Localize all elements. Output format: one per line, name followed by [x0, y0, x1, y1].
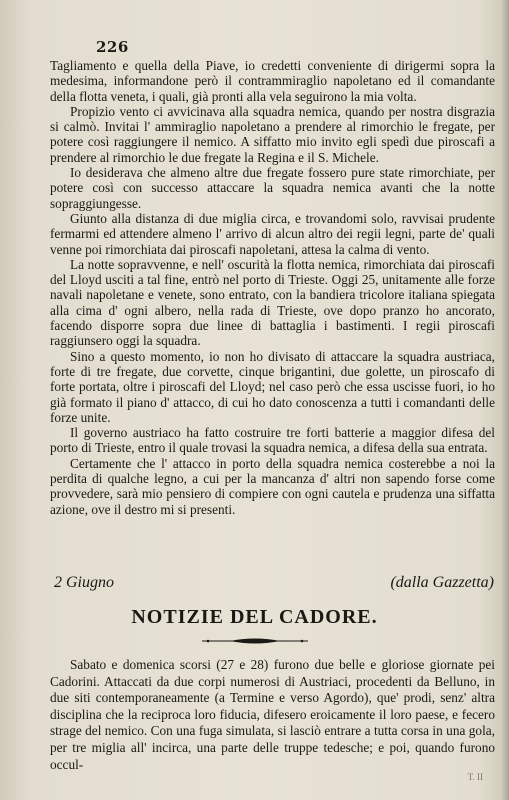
- paragraph-7: Il governo austriaco ha fatto costruire tre forti batterie a maggior difesa del porto di Trieste, entro il quale trovasi la squadra nemica, a difesa della sua entrata.: [50, 425, 495, 456]
- body-text: [50, 58, 495, 517]
- paragraph-5: La notte sopravvenne, e nell' oscurità la flotta nemica, rimorchiata dai piroscafi del Lloyd usciti a tal fine, entrò nel porto di Trieste. Oggi 25, unitamente alle forze navali napoletane e venete, sono entrato, con la bandiera tricolore italiana spiegata alla cima d' ogni albero, nella rada di Trieste, ove dopo pranzo ho ancorato, facendo disporre sopra due linee di battaglia i bastimenti. I regii piroscafi raggiunsero oggi la squadra.: [50, 256, 495, 349]
- dateline-date: 2 Giugno: [54, 574, 114, 591]
- section-text: [50, 657, 495, 773]
- paragraph-2: Propizio vento ci avvicinava alla squadra nemica, quando per nostra disgrazia si calmò. Invitai l' ammiraglio napoletano a prendere al rimorchio le fregate, per potere così raggiungere il nemico. A siffatto mio invito egli spedì due piroscafi a prendere al rimorchio le due fregate la Regina e il S. Michele.: [50, 103, 495, 165]
- paragraph-3: Io desiderava che almeno altre due fregate fossero pure state rimorchiate, per potere così con successo attaccare la squadra nemica avanti che la notte sopraggiungesse.: [50, 165, 495, 211]
- page-number: 226: [96, 38, 129, 56]
- section-title: NOTIZIE DEL CADORE.: [131, 606, 378, 628]
- paragraph-8: Certamente che l' attacco in porto della squadra nemica costerebbe a noi la perdita di qualche legno, a cui per la mancanza d' altri non sapendo forse come provvedere, sarà mio pensiero di compiere con ogni cautela e prudenza una siffatta azione, ove il destro mi si presenti.: [50, 455, 495, 517]
- dateline-source: (dalla Gazzetta): [390, 574, 494, 591]
- signature-mark: T. II: [467, 772, 483, 782]
- paragraph-1: Tagliamento e quella della Piave, io credetti conveniente di dirigermi sopra la medesima, informandone però il contrammiraglio napoletano ed il comandante della flotta veneta, i quali, già pronti alla vela seguirono la mia volta.: [50, 58, 495, 104]
- paragraph-6: Sino a questo momento, io non ho divisato di attaccare la squadra austriaca, forte di tre fregate, due corvette, cinque brigantini, due golette, un piroscafo di forte portata, oltre i piroscafi del Lloyd; nel caso però che essa uscisse fuori, io ho già formato il piano d' attacco, di cui ho dato conoscenza a tutti i comandanti delle forze unite.: [50, 348, 495, 425]
- section-paragraph-1: Sabato e domenica scorsi (27 e 28) furono due belle e gloriose giornate pei Cadorini. Attaccati da due corpi numerosi di Austriaci, procedenti da Belluno, in due siti contemporaneamente (a Termine e verso Agordo), que' prodi, senz' altra disciplina che la reciproca loro fiducia, difesero eroicamente il loro paese, e fecero strage del nemico. Con una fuga simulata, si lasciò entrare a tutta corsa in una gola, per tre miglia all' incirca, una parte delle truppe tedesche; e poi, quando furono occul-: [50, 657, 495, 772]
- paragraph-4: Giunto alla distanza di due miglia circa, e trovandomi solo, ravvisai prudente fermarmi ed attendere almeno l' arrivo di alcun altro dei regii legni, parte de' quali venne poi rimorchiata dai piroscafi napoletani, attesa la calma di vento.: [50, 210, 495, 257]
- ornament-divider: [200, 636, 310, 646]
- page-edge-shadow: [501, 0, 509, 800]
